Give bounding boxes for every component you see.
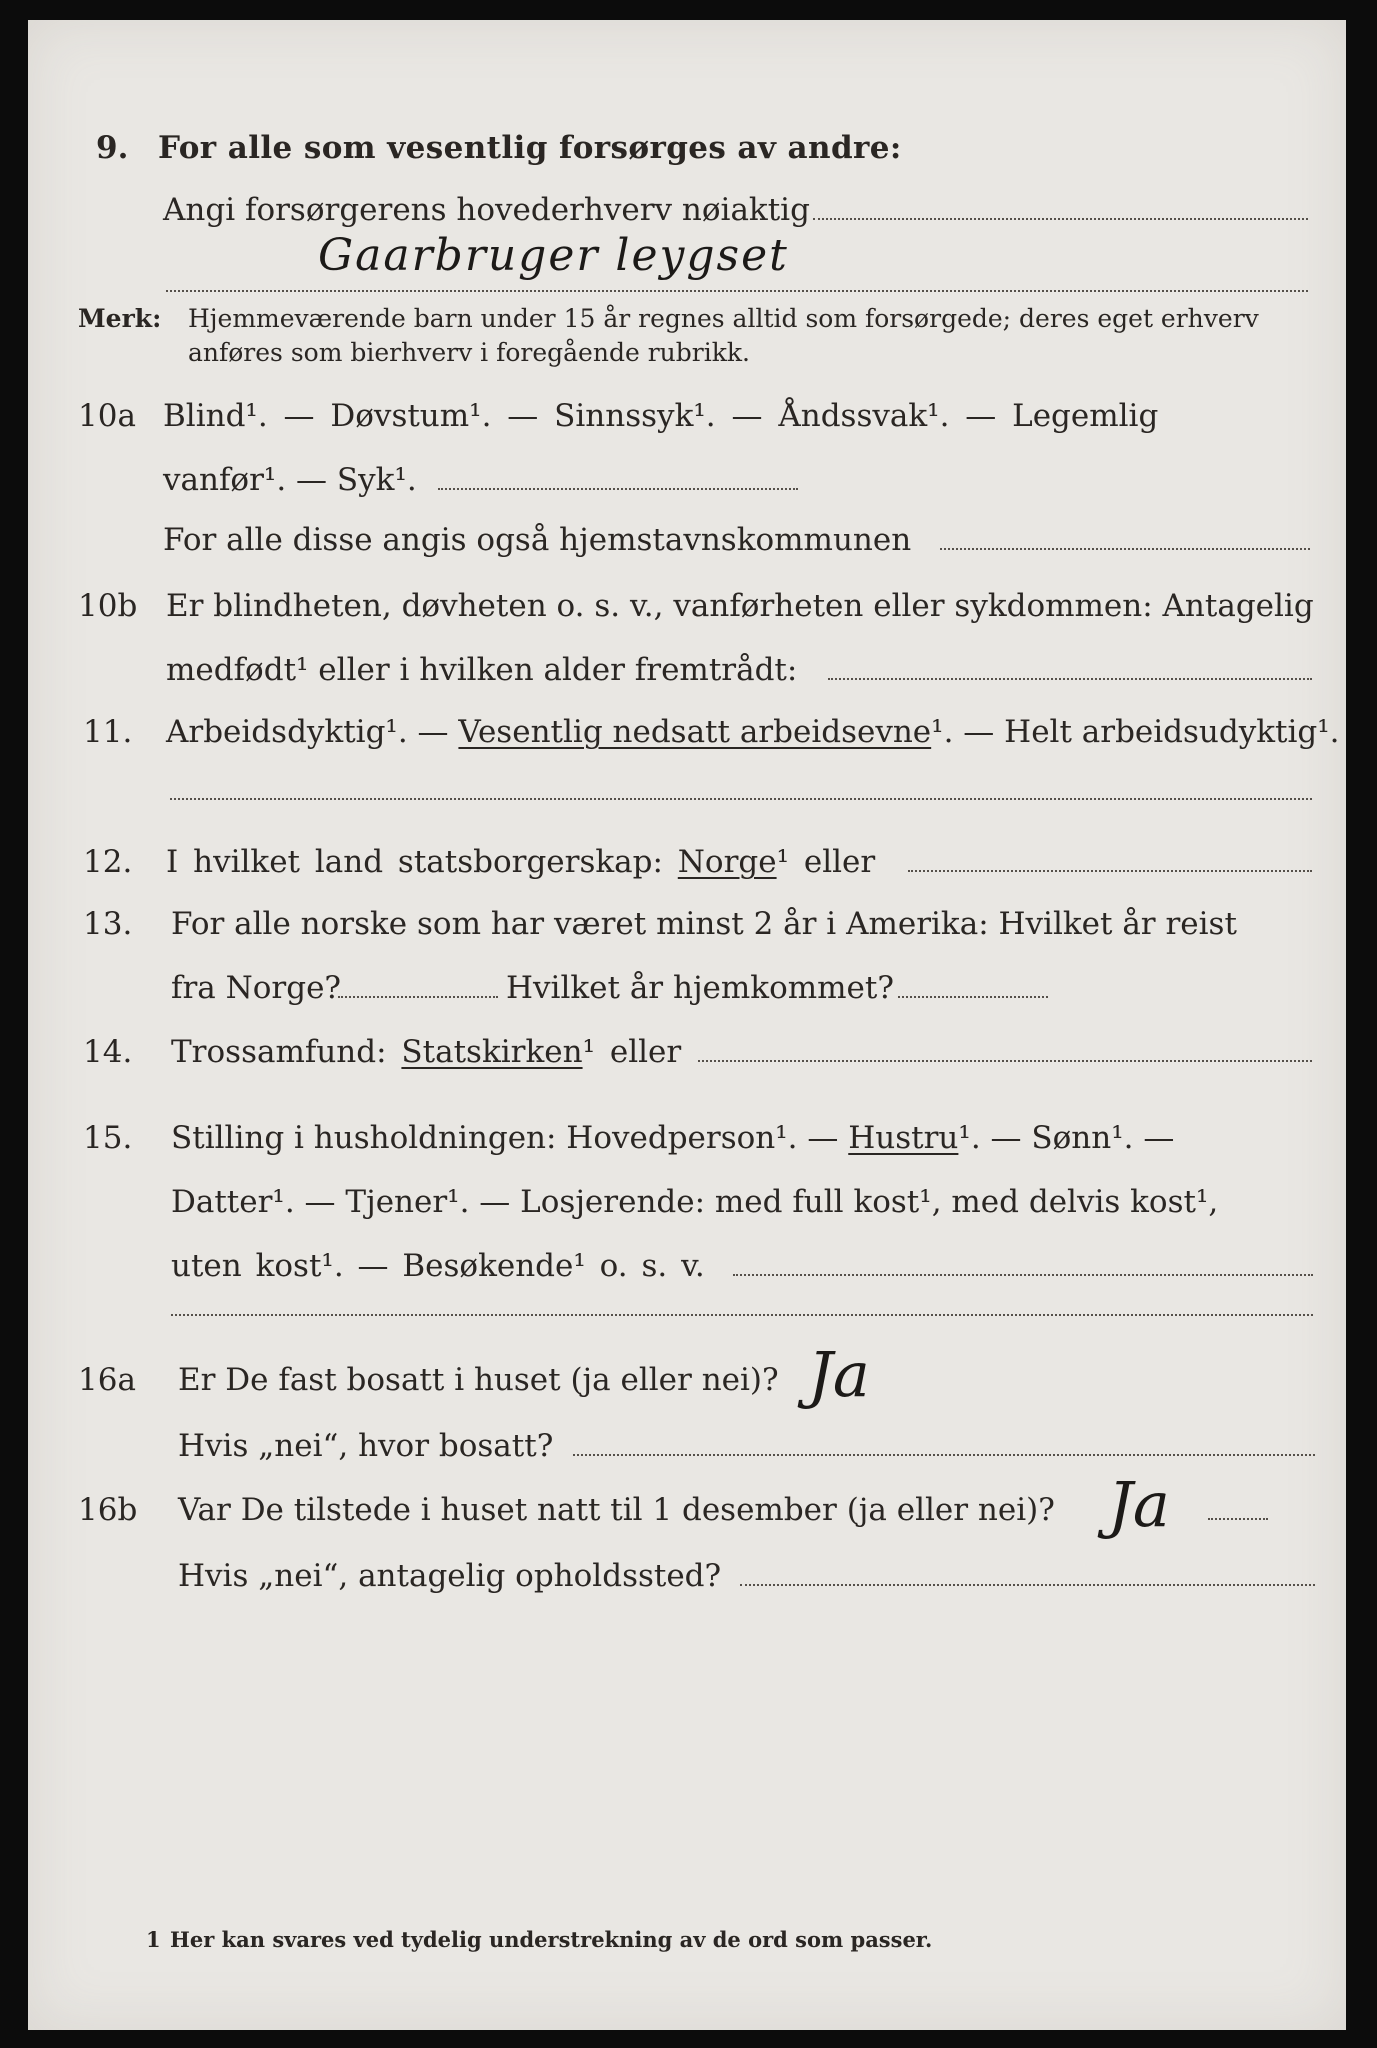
q14-line	[171, 1032, 681, 1072]
q12-underlined-answer: Norge	[677, 844, 777, 880]
q9-handwritten-answer: Gaarbruger leygset	[318, 230, 789, 281]
q10a-line-1: Blind¹. — Døvstum¹. — Sinnssyk¹. — Åndssvak¹. — Legemlig	[163, 398, 1159, 434]
q12-text-b: ¹ eller	[776, 844, 876, 880]
q12-line	[166, 842, 875, 882]
q12-number: 12.	[83, 844, 133, 880]
q9-number: 9.	[96, 130, 129, 166]
q16b-handwritten-answer: Ja	[1108, 1468, 1170, 1541]
q13-line-2b: Hvilket år hjemkommet?	[506, 970, 894, 1006]
q16a-line-1: Er De fast bosatt i huset (ja eller nei)?	[178, 1362, 779, 1398]
q13-dotline-2	[898, 994, 1048, 998]
q10a-line-3: For alle disse angis også hjemstavnskommunen	[163, 522, 912, 558]
q14-underlined-answer: Statskirken	[401, 1034, 583, 1070]
q15-underlined-answer: Hustru	[848, 1120, 959, 1156]
q9-title: For alle som vesentlig forsørges av andre:	[158, 130, 902, 166]
q16a-line-2: Hvis „nei“, hvor bosatt?	[178, 1428, 554, 1464]
q10a-dotline-2	[940, 546, 1310, 550]
q11-line	[166, 712, 1340, 752]
q16b-line-2: Hvis „nei“, antagelig opholdssted?	[178, 1558, 722, 1594]
q16a-dotline	[573, 1452, 1315, 1456]
q16b-dotline-1	[1208, 1516, 1268, 1520]
q12-text-a: I hvilket land statsborgerskap:	[166, 844, 678, 880]
q14-dotline	[698, 1058, 1312, 1062]
q16b-number: 16b	[78, 1492, 138, 1528]
q10a-dotline-1	[438, 486, 798, 490]
q9-prompt: Angi forsørgerens hovederhverv nøiaktig	[163, 192, 810, 228]
q16b-dotline-2	[740, 1582, 1315, 1586]
q13-number: 13.	[83, 906, 133, 942]
q12-dotline	[908, 868, 1312, 872]
q11-text-a: Arbeidsdyktig¹. —	[166, 714, 459, 750]
q15-line-2: Datter¹. — Tjener¹. — Losjerende: med full kost¹, med delvis kost¹,	[171, 1184, 1219, 1220]
q13-line-1: For alle norske som har været minst 2 år i Amerika: Hvilket år reist	[171, 906, 1237, 942]
q11-number: 11.	[83, 714, 133, 750]
q15-text-a: Stilling i husholdningen: Hovedperson¹. —	[171, 1120, 849, 1156]
q15-text-b: ¹. — Sønn¹. —	[958, 1120, 1175, 1156]
q14-text-b: ¹ eller	[582, 1034, 682, 1070]
merk-line-2: anføres som bierhverv i foregående rubrikk.	[188, 338, 750, 367]
q11-underlined-answer: Vesentlig nedsatt arbeidsevne	[458, 714, 932, 750]
q15-line-1	[171, 1118, 1174, 1158]
q15-dotline-1	[733, 1272, 1313, 1276]
footnote-mark: 1	[146, 1927, 161, 1952]
q10a-line-2: vanfør¹. — Syk¹.	[163, 462, 417, 498]
q9-prompt-dotline	[813, 216, 1308, 220]
q15-dotline-2	[171, 1312, 1313, 1316]
merk-label: Merk:	[78, 304, 162, 333]
q15-number: 15.	[83, 1120, 133, 1156]
q11-dotline	[170, 796, 1312, 800]
q14-text-a: Trossamfund:	[171, 1034, 402, 1070]
merk-line-1: Hjemmeværende barn under 15 år regnes alltid som forsørgede; deres eget erhverv	[188, 304, 1259, 333]
q10a-number: 10a	[78, 398, 136, 434]
q9-answer-dotline	[166, 288, 1308, 292]
q10b-line-2: medfødt¹ eller i hvilken alder fremtrådt:	[166, 652, 798, 688]
q10b-line-1: Er blindheten, døvheten o. s. v., vanførheten eller sykdommen: Antagelig	[166, 588, 1314, 624]
q10b-dotline	[828, 676, 1312, 680]
q16b-line-1: Var De tilstede i huset natt til 1 desember (ja eller nei)?	[178, 1492, 1055, 1528]
q13-line-2a: fra Norge?	[171, 970, 342, 1006]
q10b-number: 10b	[78, 588, 138, 624]
q16a-number: 16a	[78, 1362, 136, 1398]
q14-number: 14.	[83, 1034, 133, 1070]
form-page	[28, 20, 1346, 2030]
q13-dotline-1	[338, 994, 498, 998]
q11-text-b: ¹. — Helt arbeidsudyktig¹.	[931, 714, 1340, 750]
q16a-handwritten-answer: Ja	[808, 1338, 870, 1411]
footnote-text: Her kan svares ved tydelig understrekning av de ord som passer.	[170, 1927, 933, 1952]
q15-line-3: uten kost¹. — Besøkende¹ o. s. v.	[171, 1248, 705, 1284]
